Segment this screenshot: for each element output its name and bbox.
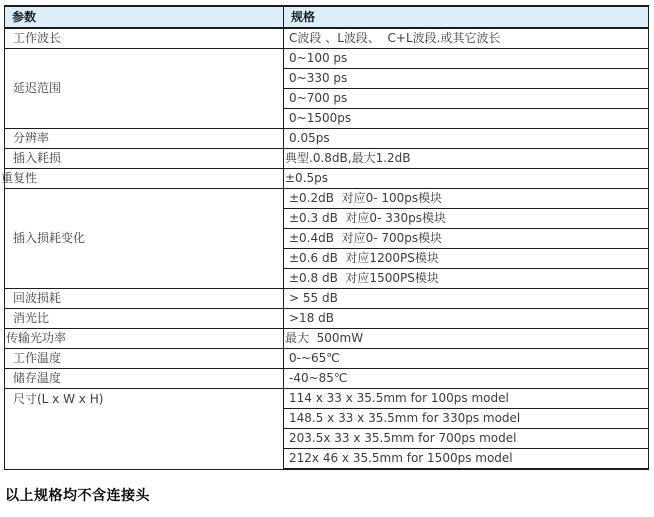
table-row: [5, 169, 649, 189]
spec-cell: ±0.4dB 对应0- 700ps模块: [284, 229, 649, 249]
param-cell: 储存温度: [5, 369, 284, 389]
spec-cell: 0.05ps: [284, 129, 649, 149]
header-spec: 规格: [284, 6, 649, 28]
spec-cell: 0-~65℃: [284, 349, 649, 369]
table-row: [5, 149, 649, 169]
spec-cell: C波段 、L波段、 C+L波段.或其它波长: [284, 28, 649, 49]
table-row: [5, 28, 649, 49]
spec-cell: 最大 500mW: [284, 329, 649, 349]
param-cell: 工作波长: [5, 28, 284, 49]
spec-cell: ±0.3 dB 对应0- 330ps模块: [284, 209, 649, 229]
param-cell: 消光比: [5, 309, 284, 329]
spec-cell: ±0.2dB 对应0- 100ps模块: [284, 189, 649, 209]
spec-cell: 212x 46 x 35.5mm for 1500ps model: [284, 449, 649, 470]
table-row: [5, 129, 649, 149]
spec-cell: >18 dB: [284, 309, 649, 329]
table-row: [5, 49, 649, 69]
param-cell: 延迟范围: [5, 49, 284, 129]
table-row: [5, 189, 649, 209]
spec-cell: 0~700 ps: [284, 89, 649, 109]
param-cell: 工作温度: [5, 349, 284, 369]
param-cell: 重复性: [5, 169, 284, 189]
spec-cell: ±0.8 dB 对应1500PS模块: [284, 269, 649, 289]
param-cell: 插入耗损: [5, 149, 284, 169]
spec-cell: ±0.5ps: [284, 169, 649, 189]
spec-cell: 0~100 ps: [284, 49, 649, 69]
table-row: [5, 329, 649, 349]
param-cell: 尺寸(L x W x H): [5, 389, 284, 470]
param-cell: 传输光功率: [5, 329, 284, 349]
spec-table: [1, 5, 649, 470]
spec-cell: 0~330 ps: [284, 69, 649, 89]
footnote: 以上规格均不含连接头: [5, 488, 150, 504]
spec-cell: 典型.0.8dB,最大1.2dB: [284, 149, 649, 169]
table-header-row: [5, 6, 649, 28]
spec-cell: -40~85℃: [284, 369, 649, 389]
spec-cell: ±0.6 dB 对应1200PS模块: [284, 249, 649, 269]
spec-cell: 0~1500ps: [284, 109, 649, 129]
table-row: [5, 309, 649, 329]
spec-cell: 148.5 x 33 x 35.5mm for 330ps model: [284, 409, 649, 429]
param-cell: 分辨率: [5, 129, 284, 149]
param-cell: 回波损耗: [5, 289, 284, 309]
spec-cell: 203.5x 33 x 35.5mm for 700ps model: [284, 429, 649, 449]
table-row: [5, 289, 649, 309]
table-row: [5, 369, 649, 389]
table-row: [5, 389, 649, 409]
header-param: 参数: [5, 6, 284, 28]
table-row: [5, 349, 649, 369]
spec-cell: > 55 dB: [284, 289, 649, 309]
spec-cell: 114 x 33 x 35.5mm for 100ps model: [284, 389, 649, 409]
param-cell: 插入损耗变化: [5, 189, 284, 289]
